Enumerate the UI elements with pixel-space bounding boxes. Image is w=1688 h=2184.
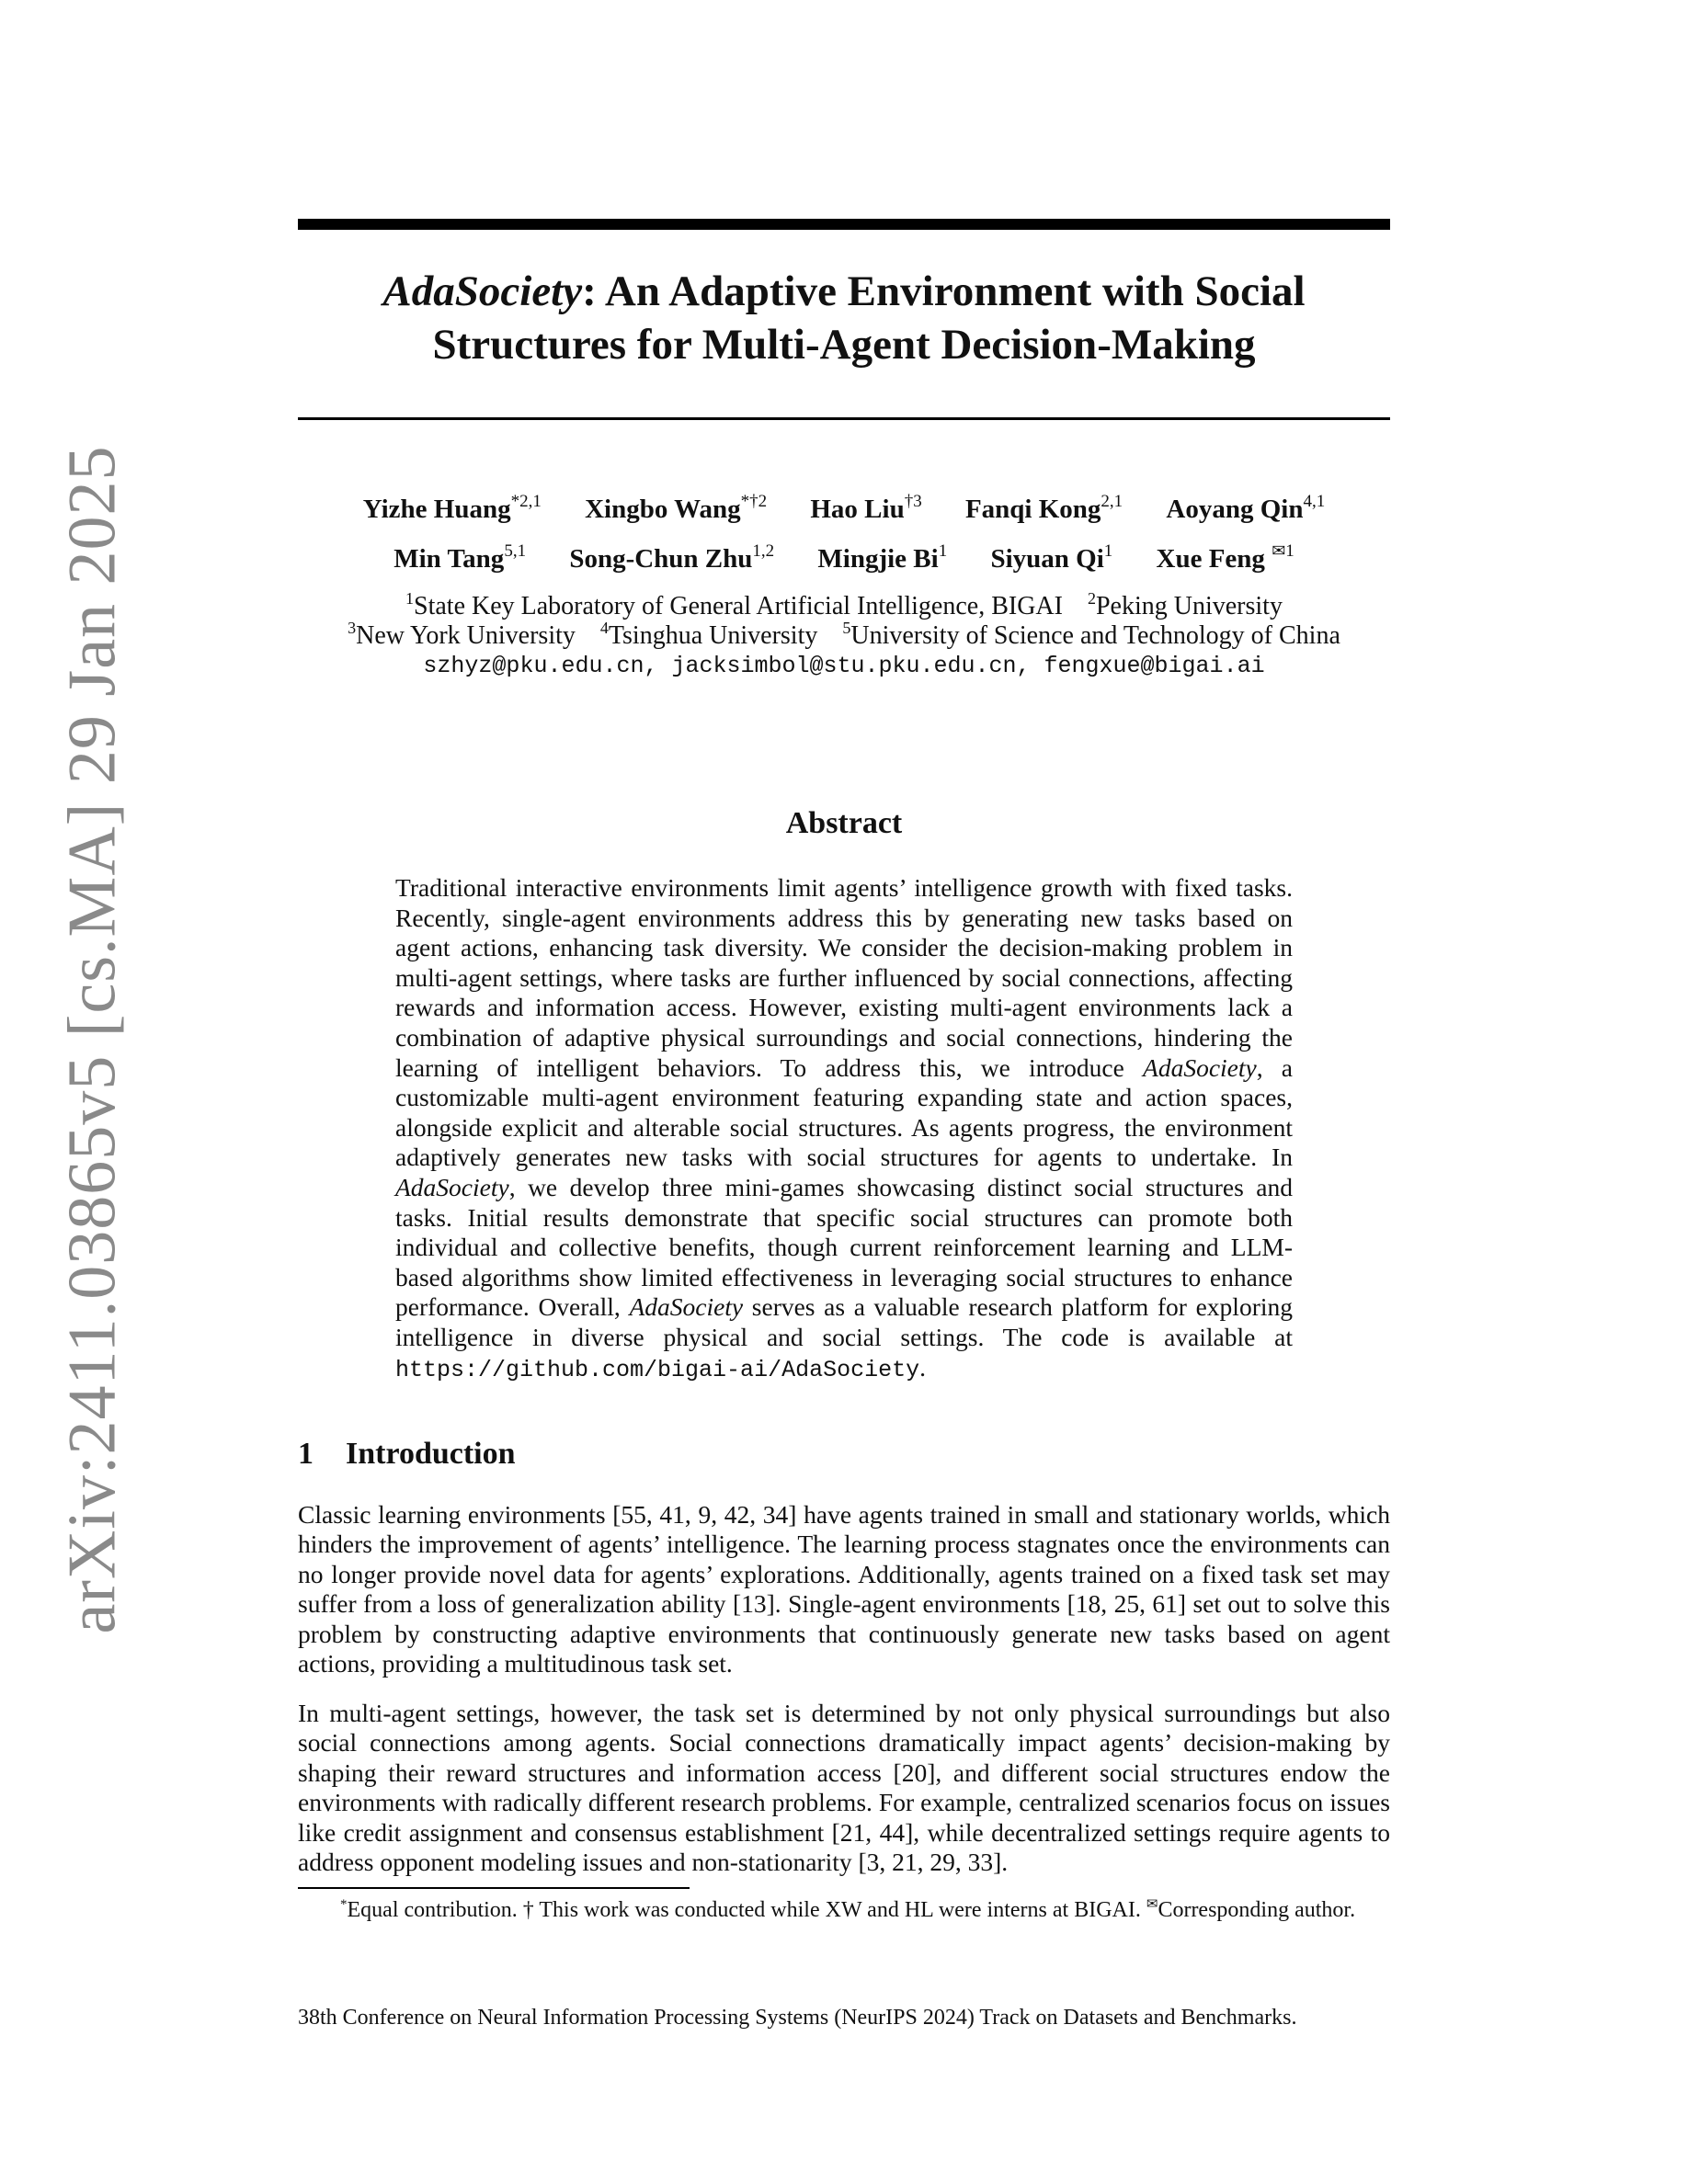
author: Xingbo Wang$^{*\dagger 2}$ — [585, 492, 768, 524]
affiliation: $^5$University of Science and Technology of China — [842, 619, 1340, 650]
title-rule-top — [298, 219, 1390, 230]
affiliation: $^3$New York University — [348, 619, 576, 650]
footnote-rule — [298, 1887, 690, 1889]
footnote: *Equal contribution. † This work was conducted while XW and HL were interns at BIGAI. ✉Corresponding author. — [340, 1897, 1356, 1922]
author: Mingjie Bi$^1$ — [817, 541, 948, 574]
section-heading — [298, 1436, 516, 1473]
affiliations-row-1 — [298, 591, 1390, 622]
author: Hao Liu$^{\dagger 3}$ — [810, 492, 922, 524]
abstract-body: Traditional interactive environments limit agents’ intelligence growth with fixed tasks. Recently, single-agent environments address this by generating new tasks based on agent actions, enhancing task diversity. We consider the decision-making problem in multi-agent settings, where tasks are further influenced by social connections, affecting rewards and information access. However, existing multi-agent environments lack a combination of adaptive physical surroundings and social connections, hindering the learning of intelligent behaviors. To address this, we introduce AdaSociety, a customizable multi-agent environment featuring expanding state and action spaces, alongside explicit and alterable social structures. As agents progress, the environment adaptively generates new tasks with social structures for agents to undertake. In AdaSociety, we develop three mini-games showcasing distinct social structures and tasks. Initial results demonstrate that specific social structures can promote both individual and collective benefits, though current reinforcement learning and LLM-based algorithms show limited effectiveness in leveraging social structures to enhance performance. Overall, AdaSociety serves as a valuable research platform for exploring intelligence in diverse physical and social settings. The code is available at https://github.com/bigai-ai/AdaSociety. — [395, 873, 1293, 1383]
arxiv-stamp: arXiv:2411.03865v5 [cs.MA] 29 Jan 2025 — [54, 445, 131, 1634]
author: Fanqi Kong$^{2,1}$ — [964, 492, 1123, 524]
author: Siyuan Qi$^1$ — [990, 541, 1113, 574]
intro-paragraph: In multi-agent settings, however, the task set is determined by not only physical surroundings but also social connections among agents. Social connections dramatically impact agents’ decision-making by shaping their reward structures and information access [20], and different social structures endow the environments with radically different research problems. For example, centralized scenarios focus on issues like credit assignment and consensus establishment [21, 44], while decentralized settings require agents to address opponent modeling issues and non-stationarity [3, 21, 29, 33]. — [298, 1699, 1390, 1877]
conference-footer: 38th Conference on Neural Information Processing Systems (NeurIPS 2024) Track on Datasets and Benchmarks. — [298, 2006, 1297, 2030]
affiliations-row-2 — [298, 620, 1390, 652]
section-title: Introduction — [346, 1437, 516, 1471]
author-list-row-1 — [298, 493, 1390, 526]
author: Song-Chun Zhu$^{1,2}$ — [569, 541, 775, 574]
title-rule-bottom — [298, 417, 1390, 420]
title-line2: Structures for Multi-Agent Decision-Making — [432, 321, 1256, 369]
intro-paragraph: Classic learning environments [55, 41, 9, 42, 34] have agents trained in small and stationary worlds, which hinders the improvement of agents’ intelligence. The learning process stagnates once the environments can no longer provide novel data for agents’ explorations. Additionally, agents trained on a fixed task set may suffer from a loss of generalization ability [13]. Single-agent environments [18, 25, 61] set out to solve this problem by constructing adaptive environments that continuously generate new tasks based on agent actions, providing a multitudinous task set. — [298, 1500, 1390, 1678]
code-link[interactable]: https://github.com/bigai-ai/AdaSociety — [395, 1356, 920, 1383]
author: Aoyang Qin$^{4,1}$ — [1166, 492, 1326, 524]
envelope-icon: ✉ — [1146, 1897, 1158, 1912]
author-list-row-2 — [298, 542, 1390, 575]
author: Yizhe Huang$^{*2,1}$ — [362, 492, 542, 524]
section-number: 1 — [298, 1437, 314, 1471]
title-name: AdaSociety — [382, 267, 583, 315]
author: Min Tang$^{5,1}$ — [393, 541, 527, 574]
title-line1: : An Adaptive Environment with Social — [582, 267, 1306, 315]
affiliation: $^4$Tsinghua University — [599, 619, 818, 650]
paper-title — [298, 265, 1390, 371]
affiliation: $^1$State Key Laboratory of General Artificial Intelligence, BIGAI — [405, 589, 1063, 620]
author: Xue Feng ✉$^1$ — [1156, 541, 1295, 574]
author-emails: szhyz@pku.edu.cn, jacksimbol@stu.pku.edu.cn, fengxue@bigai.ai — [423, 653, 1265, 679]
affiliation: $^2$Peking University — [1087, 589, 1283, 620]
abstract-heading: Abstract — [785, 806, 903, 840]
